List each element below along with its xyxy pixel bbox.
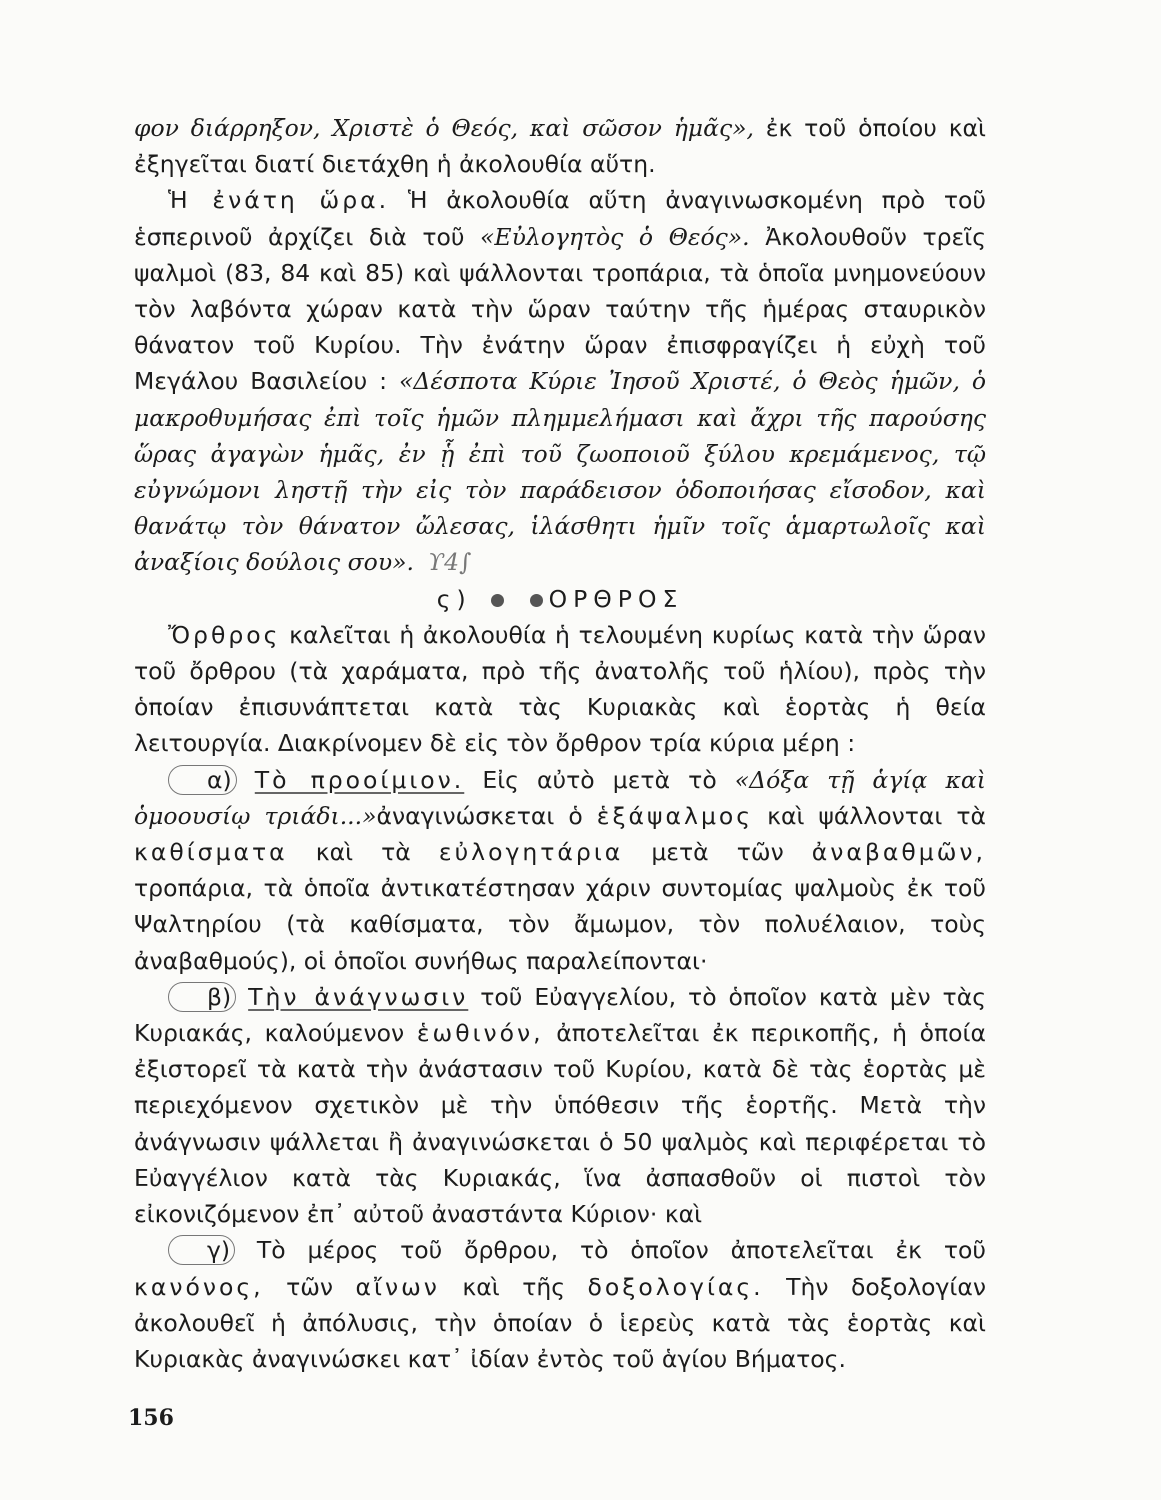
part-title: Τὴν ἀνάγνωσιν: [248, 982, 469, 1011]
quote-italic: «Δόξα τῇ ἁγίᾳ καὶ ὁμοουσίῳ τριάδι...»: [134, 765, 986, 830]
list-marker: β): [168, 982, 236, 1012]
bullet-icon: [530, 594, 543, 607]
term-spaced: ἑωθινόν,: [416, 1019, 544, 1048]
paragraph-text: καλεῖται ἡ ἀκολουθία ἡ τελουμένη κυρίως κατὰ τὴν ὥραν τοῦ ὄρθρου (τὰ χαράματα, πρὸ τῆς ἀνατολῆς τοῦ ἡλίου), πρὸς τὴν ὁποίαν ἐπισυνάπτεται κατὰ τὰς Κυριακὰς καὶ ἑορτὰς ἡ θεία λειτουργία. Διακρίνομεν δὲ εἰς τὸν ὄρθρον τρία κύρια μέρη :: [134, 620, 986, 758]
list-marker: α): [168, 765, 237, 795]
paragraph-text: Τὸ μέρος τοῦ ὄρθρου, τὸ ὁποῖον ἀποτελεῖται ἐκ τοῦ: [235, 1236, 986, 1265]
paragraph-text: Εἰς αὐτὸ μετὰ τὸ: [464, 765, 735, 794]
term-spaced: ἑξάψαλμος: [596, 801, 754, 830]
paragraph-orthros: [134, 617, 986, 762]
paragraph-text: τῶν: [263, 1272, 356, 1301]
paragraph-text: καὶ τὰ: [287, 838, 439, 867]
term-spaced: εὐλογητάρια: [438, 838, 624, 867]
section-lead: Ἡ ἐνάτη ὥρα.: [168, 186, 390, 215]
term-spaced: ἀναβαθμῶν,: [811, 838, 986, 867]
paragraph-part-a: [134, 762, 986, 979]
term-spaced: καθίσματα: [134, 838, 288, 867]
paragraph-part-c: [134, 1232, 986, 1377]
paragraph-text: καὶ ψάλλονται τὰ: [753, 801, 986, 830]
paragraph-text: ἐκ τοῦ ὁποίου καὶ ἐξηγεῖται διατί διετάχθη ἡ ἀκολουθία αὕτη.: [134, 114, 986, 179]
bullet-icon: [491, 594, 504, 607]
pencil-annotation: ϒ4∫: [427, 548, 472, 577]
part-title: Τὸ προοίμιον.: [254, 765, 465, 794]
term-spaced: αἴνων: [355, 1272, 440, 1301]
quote-italic: «Εὐλογητὸς ὁ Θεός».: [480, 222, 750, 251]
paragraph-text: Τὴν δοξολογίαν ἀκολουθεῖ ἡ ἀπόλυσις, τὴν ὁποίαν ὁ ἱερεὺς κατὰ τὰς ἑορτὰς καὶ Κυριακὰς ἀναγινώσκει κατ᾽ ἰδίαν ἐντὸς τοῦ ἁγίου Βήματος.: [134, 1272, 986, 1373]
section-heading: [134, 581, 986, 617]
paragraph-text: καὶ τῆς: [439, 1272, 588, 1301]
page-body: [134, 110, 986, 1377]
paragraph-part-b: [134, 979, 986, 1232]
paragraph-text: Ἀκολουθοῦν τρεῖς ψαλμοὶ (83, 84 καὶ 85) καὶ ψάλλονται τροπάρια, τὰ ὁποῖα μνημονεύουν τὸν λαβόντα χώραν κατὰ τὴν ὥραν ταύτην τῆς ἡμέρας σταυρικὸν θάνατον τοῦ Κυρίου. Τὴν ἐνάτην ὥραν ἐπισφραγίζει ἡ εὐχὴ τοῦ Μεγάλου Βασιλείου :: [134, 222, 986, 396]
paragraph-text: τροπάρια, τὰ ὁποῖα ἀντικατέστησαν χάριν συντομίας ψαλμοὺς ἐκ τοῦ Ψαλτηρίου (τὰ καθίσματα, τὸν ἄμωμον, τὸν πολυέλαιον, τοὺς ἀναβαθμούς), οἱ ὁποῖοι συνήθως παραλείπονται·: [134, 874, 986, 975]
paragraph-text: μετὰ τῶν: [623, 838, 812, 867]
page-number: 156: [128, 1405, 174, 1431]
term-spaced: Ὄρθρος: [168, 620, 281, 649]
prayer-quote: φον διάρρηξον, Χριστὲ ὁ Θεός, καὶ σῶσον ἡμᾶς»,: [134, 114, 754, 142]
paragraph-continued: [134, 110, 986, 182]
prayer-quote: «Δέσποτα Κύριε Ἰησοῦ Χριστέ, ὁ Θεὸς ἡμῶν, ὁ μακροθυμήσας ἐπὶ τοῖς ἡμῶν πλημμελήμασι καὶ ἄχρι τῆς παρούσης ὥρας ἀγαγὼν ἡμᾶς, ἐν ᾗ ἐπὶ τοῦ ζωοποιοῦ ξύλου κρεμάμενος, τῷ εὐγνώμονι ληστῇ τὴν εἰς τὸν παράδεισον ὁδοποιήσας εἴσοδον, καὶ θανάτῳ τὸν θάνατον ὤλεσας, ἱλάσθητι ἡμῖν τοῖς ἁμαρτωλοῖς καὶ ἀναξίοις δούλοις σου».: [134, 367, 986, 577]
section-title: ΟΡΘΡΟΣ: [548, 584, 684, 613]
section-number: ς): [436, 584, 472, 613]
list-marker: γ): [168, 1235, 235, 1265]
paragraph-text: ἀποτελεῖται ἐκ περικοπῆς, ἡ ὁποία ἐξιστορεῖ τὰ κατὰ τὴν ἀνάστασιν τοῦ Κυρίου, κατὰ δὲ τὰς ἑορτὰς μὲ περιεχόμενον σχετικὸν μὲ τὴν ὑπόθεσιν τῆς ἑορτῆς. Μετὰ τὴν ἀνάγνωσιν ψάλλεται ἢ ἀναγινώσκεται ὁ 50 ψαλμὸς καὶ περιφέρεται τὸ Εὐαγγέλιον κατὰ τὰς Κυριακάς, ἵνα ἀσπασθοῦν οἱ πιστοὶ τὸν εἰκονιζόμενον ἐπ᾽ αὐτοῦ ἀναστάντα Κύριον· καὶ: [134, 1019, 986, 1229]
paragraph-text: τοῦ Εὐαγγελίου, τὸ ὁποῖον κατὰ μὲν τὰς Κυριακάς, καλούμενον: [134, 982, 986, 1048]
term-spaced: δοξολογίας.: [587, 1272, 764, 1301]
term-spaced: κανόνος,: [134, 1272, 264, 1301]
paragraph-ninth-hour: [134, 182, 986, 580]
paragraph-text: Ἡ ἀκολουθία αὕτη ἀναγινωσκομένη πρὸ τοῦ ἑσπερινοῦ ἀρχίζει διὰ τοῦ: [134, 186, 987, 251]
paragraph-text: ἀναγινώσκεται ὁ: [376, 801, 597, 830]
